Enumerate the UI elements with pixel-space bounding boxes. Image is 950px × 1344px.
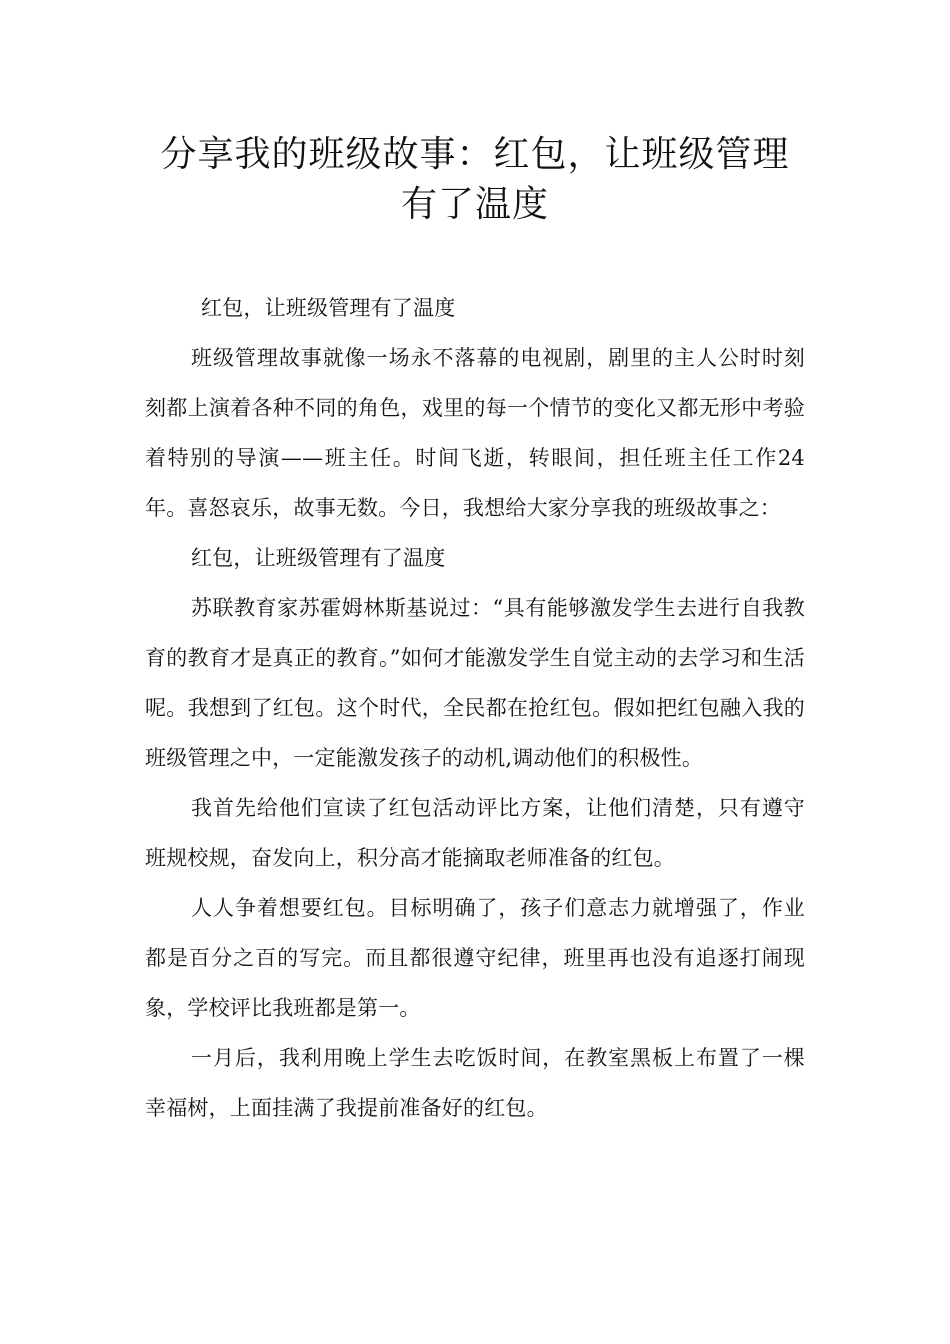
paragraph-subtitle: 红包，让班级管理有了温度 [201, 296, 456, 320]
paragraph-plan: 我首先给他们宣读了红包活动评比方案，让他们清楚，只有遵守班规校规，奋发向上，积分高才能摘取老师准备的红包。 [145, 796, 805, 870]
title-line-2: 有了温度 [400, 184, 549, 225]
paragraph-results: 人人争着想要红包。目标明确了，孩子们意志力就增强了，作业都是百分之百的写完。而且都很遵守纪律，班里再也没有追逐打闹现象，学校评比我班都是第一。 [145, 896, 805, 1020]
paragraph-tree: 一月后，我利用晚上学生去吃饭时间，在教室黑板上布置了一棵幸福树，上面挂满了我提前准备好的红包。 [145, 1046, 805, 1120]
paragraph-intro: 班级管理故事就像一场永不落幕的电视剧，剧里的主人公时时刻刻都上演着各种不同的角色，戏里的每一个情节的变化又都无形中考验着特别的导演——班主任。时间飞逝，转眼间，担任班主任工作24年。喜怒哀乐，故事无数。今日，我想给大家分享我的班级故事之： [145, 346, 805, 520]
document-title [140, 130, 810, 230]
title-line-1: 分享我的班级故事：红包，让班级管理 [160, 134, 790, 175]
paragraph-section-heading: 红包，让班级管理有了温度 [191, 546, 446, 570]
paragraph-quote: 苏联教育家苏霍姆林斯基说过：“具有能够激发学生去进行自我教育的教育才是真正的教育。”如何才能激发学生自觉主动的去学习和生活呢。我想到了红包。这个时代，全民都在抢红包。假如把红包融入我的班级管理之中，一定能激发孩子的动机,调动他们的积极性。 [145, 596, 805, 770]
document-body [145, 283, 805, 1133]
